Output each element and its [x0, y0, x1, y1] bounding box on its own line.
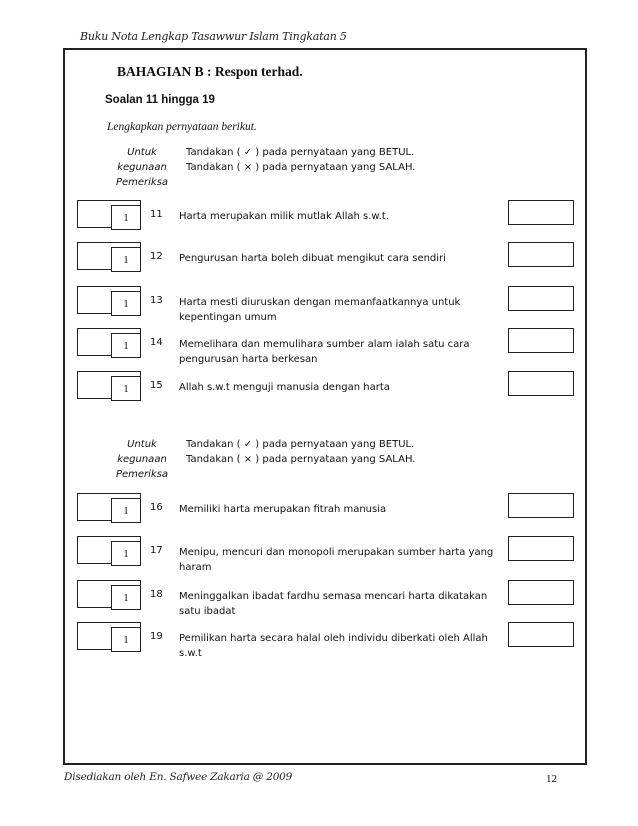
mark-value: 1: [111, 333, 141, 358]
question-number: 16: [150, 502, 163, 513]
question-row: [0, 242, 638, 272]
question-row: [0, 328, 638, 365]
question-range: Soalan 11 hingga 19: [105, 94, 215, 106]
question-statement: Meninggalkan ibadat fardhu semasa mencari harta dikatakan satu ibadat: [179, 591, 488, 617]
examiner-label-line: Untuk: [127, 439, 157, 450]
mark-value: 1: [111, 291, 141, 316]
answer-box[interactable]: [508, 328, 574, 353]
question-row: [0, 286, 638, 323]
mark-value: 1: [111, 498, 141, 523]
marking-rule-true: Tandakan ( ✓ ) pada pernyataan yang BETUL.: [186, 439, 415, 450]
question-number: 18: [150, 589, 163, 600]
question-number: 11: [150, 209, 163, 220]
question-number: 12: [150, 251, 163, 262]
document-header-title: Buku Nota Lengkap Tasawwur Islam Tingkatan 5: [80, 30, 347, 43]
mark-value: 1: [111, 585, 141, 610]
instruction-text: Lengkapkan pernyataan berikut.: [107, 121, 257, 133]
answer-box[interactable]: [508, 200, 574, 225]
marking-rule-false: Tandakan ( × ) pada pernyataan yang SALAH.: [186, 454, 416, 465]
answer-box[interactable]: [508, 286, 574, 311]
mark-value: 1: [111, 541, 141, 566]
question-number: 19: [150, 631, 163, 642]
question-number: 17: [150, 545, 163, 556]
page-number: 12: [546, 773, 557, 785]
answer-box[interactable]: [508, 580, 574, 605]
answer-box[interactable]: [508, 493, 574, 518]
examiner-label-line: Untuk: [127, 147, 157, 158]
mark-value: 1: [111, 627, 141, 652]
section-heading: BAHAGIAN B : Respon terhad.: [117, 64, 303, 79]
question-statement: Menipu, mencuri dan monopoli merupakan sumber harta yang haram: [179, 547, 494, 573]
answer-box[interactable]: [508, 622, 574, 647]
question-row: [0, 580, 638, 617]
question-number: 13: [150, 295, 163, 306]
examiner-use-label: [110, 437, 174, 482]
question-row: [0, 536, 638, 573]
question-statement: Memelihara dan memulihara sumber alam ialah satu cara pengurusan harta berkesan: [179, 339, 470, 365]
marking-rule-true: Tandakan ( ✓ ) pada pernyataan yang BETUL.: [186, 147, 415, 158]
examiner-label-line: Pemeriksa: [115, 469, 169, 480]
question-row: [0, 493, 638, 523]
marking-rule-false: Tandakan ( × ) pada pernyataan yang SALAH.: [186, 162, 416, 173]
question-statement: Harta mesti diuruskan dengan memanfaatkannya untuk kepentingan umum: [179, 297, 461, 323]
answer-box[interactable]: [508, 242, 574, 267]
question-number: 14: [150, 337, 163, 348]
footer-credit: Disediakan oleh En. Safwee Zakaria @ 2009: [64, 771, 293, 783]
question-statement: Allah s.w.t menguji manusia dengan harta: [179, 382, 390, 393]
examiner-label-line: kegunaan: [117, 454, 167, 465]
examiner-label-line: kegunaan: [117, 162, 167, 173]
question-number: 15: [150, 380, 163, 391]
question-statement: Harta merupakan milik mutlak Allah s.w.t.: [179, 211, 389, 222]
mark-value: 1: [111, 247, 141, 272]
mark-value: 1: [111, 205, 141, 230]
question-row: [0, 200, 638, 230]
examiner-label-line: Pemeriksa: [115, 177, 169, 188]
examiner-use-label: [110, 145, 174, 190]
mark-value: 1: [111, 376, 141, 401]
question-row: [0, 371, 638, 401]
question-row: [0, 622, 638, 659]
question-statement: Pemilikan harta secara halal oleh individu diberkati oleh Allah s.w.t: [179, 633, 488, 659]
answer-box[interactable]: [508, 536, 574, 561]
question-statement: Pengurusan harta boleh dibuat mengikut cara sendiri: [179, 253, 446, 264]
answer-box[interactable]: [508, 371, 574, 396]
question-statement: Memiliki harta merupakan fitrah manusia: [179, 504, 387, 515]
